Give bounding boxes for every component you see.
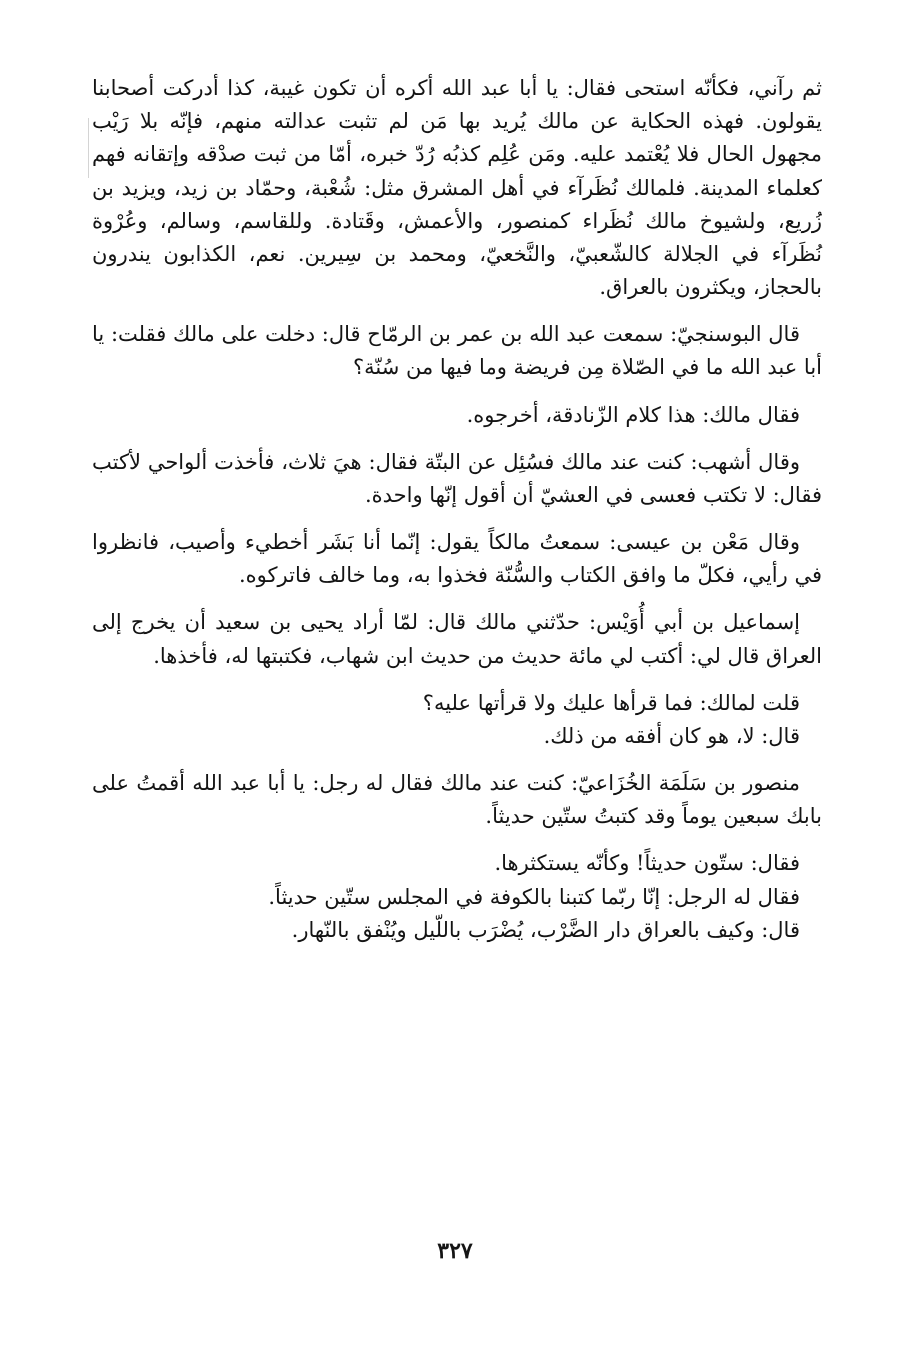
page-number: ٣٢٧ [437, 1238, 473, 1264]
dialog-ismail [92, 687, 822, 753]
paragraph-mansur: منصور بن سَلَمَة الخُزَاعيّ: كنت عند مالك فقال له رجل: يا أبا عبد الله أقمتُ على بابك سبعين يوماً وقد كتبتُ ستّين حديثاً. [92, 771, 822, 829]
dialog-mansur [92, 847, 822, 947]
margin-mark [88, 118, 89, 178]
dialog-line: فقال: ستّون حديثاً! وكأنّه يستكثرها. [494, 851, 800, 876]
dialog-line: قال: لا، هو كان أفقه من ذلك. [543, 723, 800, 748]
paragraph-opening: ثم رآني، فكأنّه استحى فقال: يا أبا عبد الله أكره أن تكون غيبة، كذا أدركت أصحابنا يقولون. فهذه الحكاية عن مالك يُريد بها مَن لم تثبت عدالته منهم، فإنّه بلا رَيْب مجهول الحال فلا يُعْتمد عليه. ومَن عُلِم كذبُه رُدّ خبره، أمّا من ثبت صدْقه وإتقانه فهم كعلماء المدينة. فلمالك نُظَرآء في أهل المشرق مثل: شُعْبة، وحمّاد بن زيد، ويزيد بن زُريع، ولشيوخ مالك نُظَراء كمنصور، والأعمش، وقَتادة. وللقاسم، وسالم، وعُرْوة نُظَرآء في الجلالة كالشّعبيّ، والنَّخعيّ، ومحمد بن سِيرين. نعم، الكذابون يندرون بالحجاز، ويكثرون بالعراق. [92, 76, 822, 300]
page-body [92, 72, 822, 961]
paragraph-bushanji: قال البوسنجيّ: سمعت عبد الله بن عمر بن الرمّاح قال: دخلت على مالك فقلت: يا أبا عبد الله ما في الصّلاة مِن فريضة وما فيها من سُنّة؟ [92, 322, 822, 380]
dialog-line: قلت لمالك: فما قرأها عليك ولا قرأتها عليه؟ [422, 690, 800, 715]
paragraph-malik-reply: فقال مالك: هذا كلام الزّنادقة، أخرجوه. [466, 402, 800, 427]
paragraph-ashhab: وقال أشهب: كنت عند مالك فسُئِل عن البتّة فقال: هيَ ثلاث، فأخذت ألواحي لأكتب فقال: لا تكتب فعسى في العشيّ أن أقول إنّها واحدة. [92, 449, 822, 507]
paragraph-maan: وقال مَعْن بن عيسى: سمعتُ مالكاً يقول: إنّما أنا بَشَر أخطيء وأصيب، فانظروا في رأيي، فكلّ ما وافق الكتاب والسُّنّة فخذوا به، وما خالف فاتركوه. [92, 530, 822, 588]
dialog-line: فقال له الرجل: إنّا ربّما كتبنا بالكوفة في المجلس ستّين حديثاً. [268, 884, 800, 909]
dialog-line: قال: وكيف بالعراق دار الضَّرْب، يُضْرَب باللّيل ويُنْفق بالنّهار. [291, 917, 800, 942]
paragraph-ismail: إسماعيل بن أبي أُوَيْس: حدّثني مالك قال: لمّا أراد يحيى بن سعيد أن يخرج إلى العراق قال لي: أكتب لي مائة حديث من حديث ابن شهاب، فكتبتها له، فأخذها. [92, 610, 822, 668]
